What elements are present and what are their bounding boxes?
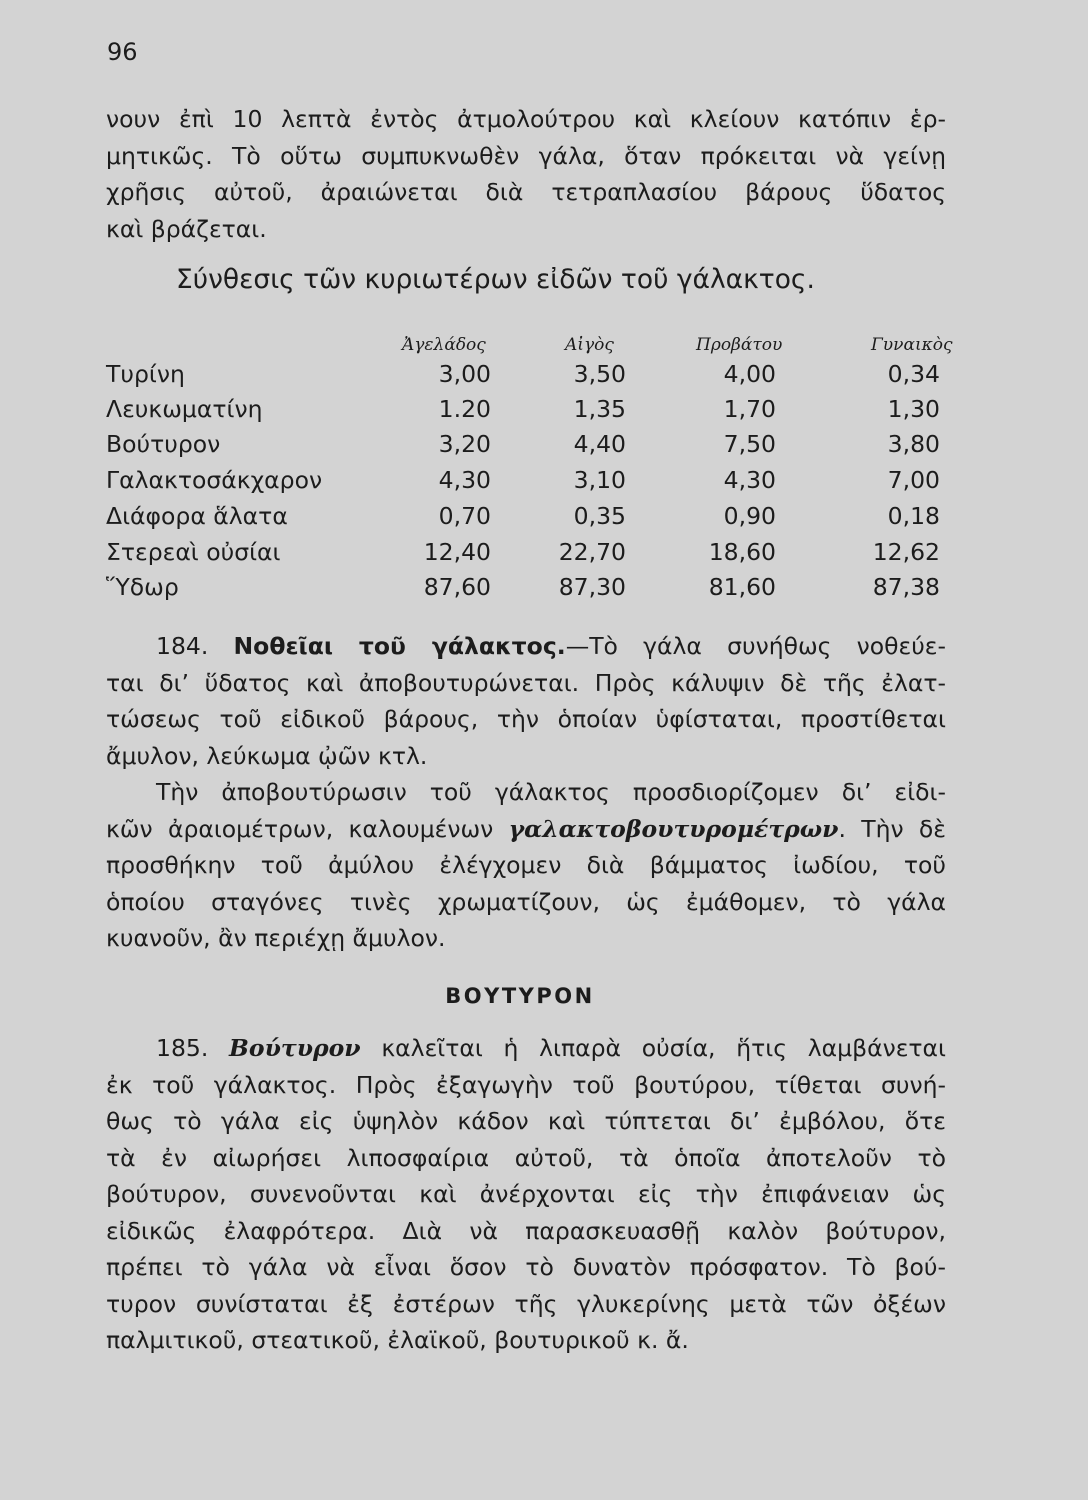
text-line: ἄμυλον, λεύκωμα ᾠῶν κτλ. (106, 741, 428, 770)
text-line: εἰδικῶς ἐλαφρότερα. Διὰ νὰ παρασκευασθῇ καλὸν βούτυρον, (106, 1216, 946, 1245)
cell: 12,40 (423, 538, 491, 566)
row-label: Λευκωματίνη (106, 395, 263, 423)
cell: 87,60 (423, 573, 491, 601)
paragraph-184 (106, 628, 946, 774)
text-line: τυρον συνίσταται ἐξ ἐστέρων τῆς γλυκερίνης μετὰ τῶν ὀξέων (106, 1289, 946, 1318)
text-segment: —Τὸ γάλα συνήθως νοθεύε- (565, 632, 946, 660)
text-line: τὰ ἐν αἰωρήσει λιποσφαίρια αὐτοῦ, τὰ ὁποῖα ἀποτελοῦν τὸ (106, 1143, 946, 1172)
table-row (106, 395, 946, 431)
cell: 12,62 (872, 538, 940, 566)
cell: 4,00 (723, 360, 776, 388)
table-row (106, 466, 946, 502)
row-label: Στερεαὶ οὐσίαι (106, 538, 281, 566)
cell: 1,35 (573, 395, 626, 423)
text-line: μητικῶς. Τὸ οὕτω συμπυκνωθὲν γάλα, ὅταν πρόκειται νὰ γείνῃ (106, 141, 946, 170)
cell: 3,00 (438, 360, 491, 388)
cell: 0,18 (887, 502, 940, 530)
text-line: ἐκ τοῦ γάλακτος. Πρὸς ἐξαγωγὴν τοῦ βουτύρου, τίθεται συνή- (106, 1070, 946, 1099)
text-line: κυανοῦν, ἂν περιέχῃ ἄμυλον. (106, 924, 446, 952)
cell: 7,50 (723, 430, 776, 458)
text-line: παλμιτικοῦ, στεατικοῦ, ἐλαϊκοῦ, βουτυρικοῦ κ. ἄ. (106, 1326, 689, 1354)
paragraph-number: 185. (156, 1034, 209, 1062)
text-segment: Τὴν ἀποβουτύρωσιν τοῦ γάλακτος προσδιορίζομεν δι’ εἰδι- (156, 778, 946, 806)
table-row (106, 538, 946, 574)
cell: 7,00 (887, 466, 940, 494)
text-line: βούτυρον, συνενοῦνται καὶ ἀνέρχονται εἰς τὴν ἐπιφάνειαν ὡς (106, 1180, 946, 1208)
cell: 87,30 (558, 573, 626, 601)
cell: 1,70 (723, 395, 776, 423)
cell: 3,50 (573, 360, 626, 388)
table-row (106, 573, 946, 609)
paragraph-184-continued (106, 774, 946, 957)
text-line (106, 628, 946, 665)
text-line: χρῆσις αὐτοῦ, ἀραιώνεται διὰ τετραπλασίου βάρους ὕδατος (106, 178, 946, 206)
cell: 87,38 (872, 573, 940, 601)
column-header: Γυναικὸς (871, 335, 953, 355)
cell: 4,30 (723, 466, 776, 494)
cell: 0,34 (887, 360, 940, 388)
cell: 3,20 (438, 430, 491, 458)
page-number: 96 (107, 38, 138, 66)
emphasized-term: Βούτυρον (229, 1034, 361, 1062)
row-label: Τυρίνη (106, 360, 185, 388)
text-line: ὁποίου σταγόνες τινὲς χρωματίζουν, ὡς ἐμάθομεν, τὸ γάλα (106, 887, 946, 916)
table-row (106, 360, 946, 396)
cell: 4,40 (573, 430, 626, 458)
cell: 3,10 (573, 466, 626, 494)
text-segment: κῶν ἀραιομέτρων, καλουμένων (106, 814, 509, 843)
column-header: Ἀγελάδος (402, 335, 486, 355)
section-title: ΒΟΥΤΥΡΟΝ (445, 984, 595, 1008)
row-label: Ὕδωρ (106, 573, 179, 601)
cell: 22,70 (558, 538, 626, 566)
row-label: Διάφορα ἅλατα (106, 502, 288, 530)
text-line: θως τὸ γάλα εἰς ὑψηλὸν κάδον καὶ τύπτεται δι’ ἐμβόλου, ὅτε (106, 1107, 946, 1135)
cell: 3,80 (887, 430, 940, 458)
table-row (106, 502, 946, 538)
cell: 18,60 (708, 538, 776, 566)
text-line: νουν ἐπὶ 10 λεπτὰ ἐντὸς ἀτμολούτρου καὶ κλείουν κατόπιν ἑρ- (106, 105, 946, 133)
text-segment: καλεῖται ἡ λιπαρὰ οὐσία, ἥτις λαμβάνεται (360, 1034, 946, 1062)
cell: 0,70 (438, 502, 491, 530)
cell: 1,30 (887, 395, 940, 423)
text-line: πρέπει τὸ γάλα νὰ εἶναι ὅσον τὸ δυνατὸν πρόσφατον. Τὸ βού- (106, 1253, 946, 1281)
paragraph-number: 184. (156, 632, 209, 660)
text-line: καὶ βράζεται. (106, 214, 267, 243)
emphasized-term: γαλακτοβουτυρομέτρων (508, 814, 839, 843)
paragraph-185 (106, 1030, 946, 1359)
cell: 0,90 (723, 502, 776, 530)
text-line (106, 774, 946, 811)
table-row (106, 430, 946, 466)
text-line: προσθήκην τοῦ ἀμύλου ἐλέγχομεν διὰ βάμματος ἰωδίου, τοῦ (106, 851, 946, 879)
table-title: Σύνθεσις τῶν κυριωτέρων εἰδῶν τοῦ γάλακτος. (176, 264, 815, 295)
column-header: Αἰγὸς (565, 335, 614, 355)
text-line: τώσεως τοῦ εἰδικοῦ βάρους, τὴν ὁποίαν ὑφίσταται, προστίθεται (106, 705, 946, 733)
cell: 81,60 (708, 573, 776, 601)
text-line (106, 811, 946, 848)
text-line: ται δι’ ὕδατος καὶ ἀποβουτυρώνεται. Πρὸς κάλυψιν δὲ τῆς ἐλατ- (106, 668, 946, 697)
cell: 1.20 (438, 395, 491, 423)
row-label: Γαλακτοσάκχαρον (106, 466, 323, 494)
paragraph-title: Νοθεῖαι τοῦ γάλακτος. (233, 632, 566, 660)
row-label: Βούτυρον (106, 430, 221, 458)
intro-paragraph (106, 101, 946, 247)
cell: 0,35 (573, 502, 626, 530)
cell: 4,30 (438, 466, 491, 494)
text-segment: . Τὴν δὲ (838, 814, 946, 843)
text-line (106, 1030, 946, 1067)
column-header: Προβάτου (696, 335, 783, 355)
